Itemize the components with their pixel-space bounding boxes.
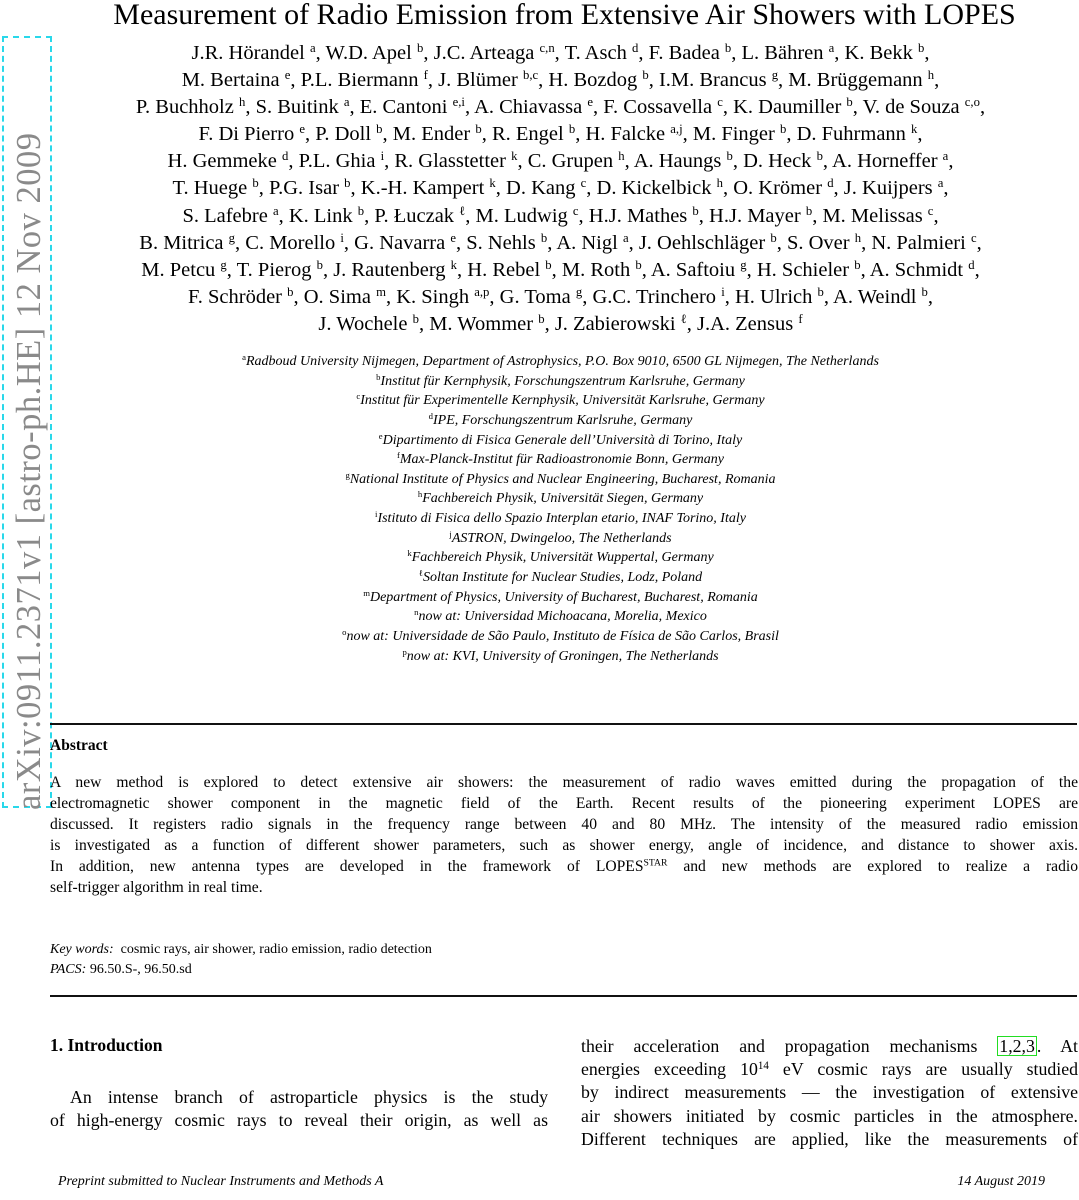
affiliation-marker: a [828,41,835,56]
affiliation-marker: b,c [522,68,539,83]
affiliation-marker: a,p [474,284,490,299]
affiliation-marker: h [854,230,862,245]
affiliation-marker: c,n [539,41,555,56]
affiliation [48,470,1073,490]
affiliation-text: Department of Physics, University of Bucharest, Bucharest, Romania [369,589,758,605]
author: K. Bekk $^b$ [844,41,925,64]
arxiv-stamp [2,36,52,808]
affiliation [48,529,1073,549]
author-line: F. Schröder $^b$, O. Sima $^m$, K. Singh $^{a,p}$, G. Toma $^g$, G.C. Trinchero $^i$, H. Ulrich $^b$, A. Weindl $^b$, [187,284,934,308]
keywords-label: Key words: [50,942,114,957]
abstract-body [50,772,1078,898]
affiliation-key: p [402,646,407,657]
affiliation-marker: ℓ [459,203,466,218]
affiliation-marker: i [340,230,344,245]
affiliation-text: Radboud University Nijmegen, Department of Astrophysics, P.O. Box 9010, 6500 GL Nijmegen, The Netherlands [245,354,879,369]
affiliation-marker: b [412,311,419,326]
affiliation-marker: b [635,257,642,272]
exponent: 14 [757,1060,769,1073]
affiliation-marker: a,j [670,122,683,137]
author: T. Pierog $^b$ [236,257,323,281]
affiliation-text: now at: Universidade de São Paulo, Instituto de Física de São Carlos, Brasil [346,628,779,644]
affiliation-marker: g [228,230,236,245]
affiliation [48,411,1073,431]
affiliation-text: Istituto di Fisica dello Spazio Interplan etario, INAF Torino, Italy [377,511,746,527]
author: P. Łuczak $^\ell$ [374,203,466,227]
author: G. Toma $^g$ [499,284,583,308]
affiliation-key: i [375,509,378,520]
author: F. Cossavella $^c$ [603,95,723,119]
author: W.D. Apel $^b$ [325,41,424,64]
author: G.C. Trinchero $^i$ [592,284,725,308]
author: G. Navarra $^e$ [354,230,456,254]
affiliation-marker: e,i [452,95,465,110]
author: N. Palmieri $^c$ [871,230,977,254]
affiliation [48,509,1073,529]
affiliation-key: h [417,489,423,500]
affiliation-marker: b [921,284,928,299]
author: D. Kickelbick $^h$ [596,176,723,200]
author: H.J. Mathes $^b$ [588,203,699,227]
author: F. Schröder $^b$ [187,284,294,308]
author: M. Ludwig $^c$ [475,203,579,227]
affiliation-marker: b [376,122,383,137]
affiliation-key: c [356,391,361,402]
affiliation-marker: g [220,257,227,272]
author: H. Gemmeke $^d$ [167,149,289,173]
body-line: An intense branch of astroparticle physics is the study [70,1087,548,1107]
affiliation-marker: b [344,176,351,191]
affiliation-marker: g [575,284,583,299]
affiliation-marker: b [692,203,699,218]
author: J. Kuijpers $^a$ [843,176,944,200]
body-line: air showers initiated by cosmic particles in the atmosphere. [581,1105,1078,1126]
author: B. Mitrica $^g$ [139,230,236,254]
affiliation-text: Max-Planck-Institut für Radioastronomie Bonn, Germany [399,452,725,468]
author: D. Fuhrmann $^k$ [796,122,918,146]
affiliation-marker: c [717,95,723,110]
author-line: S. Lafebre $^a$, K. Link $^b$, P. Łuczak $^\ell$, M. Ludwig $^c$, H.J. Mathes $^b$, H.J. Mayer $^b$, M. Melissas $^c$, [182,203,939,227]
abstract-line: self-trigger algorithm in real time. [50,879,263,896]
affiliation-marker: b [568,122,576,137]
affiliation-text: Dipartimento di Fisica Generale dell’Università di Torino, Italy [382,432,743,448]
author: H. Bozdog $^b$ [548,68,649,92]
author: R. Engel $^b$ [491,122,576,146]
author: S. Nehls $^b$ [466,230,548,254]
affiliation-marker: b [917,41,925,56]
affiliation-marker: b [642,68,649,83]
affiliation-key: f [396,450,400,461]
abstract-heading: Abstract [50,737,108,754]
affiliation [48,588,1073,608]
affiliation-marker: c [572,203,579,218]
abstract-line: discussed. It registers radio signals in the frequency range between 40 and 80 MHz. The intensity of the measured radio emission [50,816,1078,833]
affiliation [48,489,1073,509]
author: E. Cantoni $^{e,i}$ [359,95,465,119]
author: K. Singh $^{a,p}$ [396,284,490,308]
abstract-bottom-rule [50,995,1077,997]
affiliation-marker: k [911,122,918,137]
affiliation-marker: e [587,95,594,110]
author: A. Haungs $^b$ [633,149,733,173]
affiliation-marker: ℓ [680,311,687,326]
author: P.L. Ghia $^i$ [298,149,385,173]
affiliation-key: b [376,371,381,382]
affiliation-marker: e [299,122,305,137]
affiliation-marker: b [817,284,824,299]
author: P.L. Biermann $^f$ [300,68,428,92]
affiliation-marker: b [316,257,323,272]
keywords-block [50,940,432,980]
author-list [48,40,1073,338]
paper-title: Measurement of Radio Emission from Extensive Air Showers with LOPES [113,0,1016,31]
affiliation-marker: i [721,284,725,299]
footer-date: 14 August 2019 [957,1174,1045,1189]
affiliation-marker: a [343,95,350,110]
affiliation-key: m [363,587,370,598]
affiliation [48,627,1073,647]
affiliation-list [48,352,1073,666]
affiliation-marker: m [376,284,386,299]
author-line: H. Gemmeke $^d$, P.L. Ghia $^i$, R. Glasstetter $^k$, C. Grupen $^h$, A. Haungs $^b$, D. Heck $^b$, A. Horneffer $^a$, [167,149,954,173]
author: H. Rebel $^b$ [467,257,552,281]
affiliation [48,450,1073,470]
body-line: their acceleration and propagation mechanisms 1,2,3 . At [581,1036,1078,1056]
affiliation-marker: g [771,68,779,83]
abstract-line: electromagnetic shower component in the magnetic field of the Earth. Recent results of the pioneering experiment LOPES are [50,795,1078,812]
pacs-text: 96.50.S-, 96.50.sd [89,962,192,977]
body-line: by indirect measurements — the investigation of extensive [581,1082,1078,1103]
affiliation-text: now at: Universidad Michoacana, Morelia, Mexico [418,609,707,625]
affiliation-marker: c [580,176,587,191]
affiliation-marker: b [252,176,259,191]
author: D. Heck $^b$ [743,149,823,173]
affiliation-text: Institut für Kernphysik, Forschungszentrum Karlsruhe, Germany [380,373,745,389]
abstract-line: is investigated as a function of different shower parameters, such as shower energy, angle of incidence, and distance to shower axis. [50,837,1078,854]
affiliation-text: ASTRON, Dwingeloo, The Netherlands [451,530,672,546]
author: J. Wochele $^b$ [318,311,419,335]
affiliation-marker: f [798,311,803,326]
affiliation-marker: b [854,257,861,272]
author: J. Oehlschläger $^b$ [638,230,777,254]
author: M. Ender $^b$ [392,122,482,146]
author: M. Bertaina $^e$ [181,68,291,92]
affiliation-marker: c [927,203,934,218]
author-line: P. Buchholz $^h$, S. Buitink $^a$, E. Cantoni $^{e,i}$, A. Chiavassa $^e$, F. Cossavella $^c$, K. Daumiller $^b$, V. de Souza $^{c,o}$, [135,95,986,119]
author: H. Falcke $^{a,j}$ [585,122,683,146]
author: L. Bähren $^a$ [741,41,835,64]
affiliation-key: j [449,529,452,539]
author: O. Sima $^m$ [303,284,386,308]
author: A. Chiavassa $^e$ [474,95,594,119]
affiliation-key: d [428,411,433,422]
author: J. Zabierowski $^\ell$ [554,311,687,335]
author: J. Rautenberg $^k$ [333,257,458,281]
author: J. Blümer $^{b,c}$ [438,68,539,92]
author: A. Nigl $^a$ [556,230,629,254]
affiliation [48,647,1073,667]
affiliation-marker: b [475,122,482,137]
author-line: B. Mitrica $^g$, C. Morello $^i$, G. Navarra $^e$, S. Nehls $^b$, A. Nigl $^a$, J. Oehlschläger $^b$, S. Over $^h$, N. Palmieri $^c$, [139,230,982,254]
affiliation-marker: k [450,257,458,272]
author: A. Schmidt $^d$ [869,257,975,281]
body-line: Different techniques are applied, like the measurements of [581,1128,1078,1149]
author: J.C. Arteaga $^{c,n}$ [433,41,555,64]
author: A. Weindl $^b$ [833,284,928,308]
affiliation [48,372,1073,392]
author: C. Grupen $^h$ [527,149,625,173]
affiliation-text: Fachbereich Physik, Universität Wuppertal, Germany [411,550,714,566]
affiliation-marker: h [927,68,935,83]
affiliation-marker: b [416,41,424,56]
affiliation-marker: d [968,257,975,272]
affiliation-marker: d [281,149,289,164]
affiliation-marker: c,o [964,95,980,110]
affiliation-text: now at: KVI, University of Groningen, The Netherlands [406,648,719,664]
affiliation [48,548,1073,568]
affiliation-marker: a [937,176,944,191]
author-line: M. Bertaina $^e$, P.L. Biermann $^f$, J. Blümer $^{b,c}$, H. Bozdog $^b$, I.M. Brancus $^g$, M. Brüggemann $^h$, [181,68,940,92]
affiliation-key: o [342,627,347,638]
lopes-star-superscript: STAR [643,857,668,869]
affiliation-key: k [407,548,412,559]
affiliation-marker: a [309,41,316,56]
affiliation [48,431,1073,451]
affiliation-marker: h [618,149,625,164]
author: C. Morello $^i$ [245,230,344,254]
pacs-label: PACS: [50,962,87,977]
affiliation-marker: b [726,149,733,164]
affiliation-marker: d [827,176,834,191]
author: H.J. Mayer $^b$ [709,203,813,227]
author-line: J.R. Hörandel $^a$, W.D. Apel $^b$, J.C. Arteaga $^{c,n}$, T. Asch $^d$, F. Badea $^b$, L. Bähren $^a$, K. Bekk $^b$, [191,41,930,64]
affiliation-marker: a [272,203,279,218]
intro-left-column [50,1086,548,1132]
affiliation-marker: f [423,68,428,83]
author: S. Over $^h$ [786,230,862,254]
affiliation-marker: b [287,284,294,299]
affiliation-text: Institut für Experimentelle Kernphysik, Universität Karlsruhe, Germany [360,393,765,409]
affiliation-text: Soltan Institute for Nuclear Studies, Lodz, Poland [422,570,703,586]
keywords-text: cosmic rays, air shower, radio emission, radio detection [120,942,432,957]
affiliation-text: National Institute of Physics and Nuclear Engineering, Bucharest, Romania [349,471,776,487]
affiliation-marker: b [357,203,365,218]
affiliation-marker: a [622,230,629,245]
author: H. Schieler $^b$ [756,257,861,281]
affiliation-marker: b [816,149,823,164]
author: A. Horneffer $^a$ [832,149,949,173]
affiliation [48,352,1073,372]
author: M. Finger $^b$ [692,122,787,146]
affiliation-key: e [378,430,383,441]
abstract-top-rule [50,723,1077,725]
affiliation-marker: d [631,41,639,56]
affiliation-key: g [345,470,350,481]
affiliation [48,391,1073,411]
author: P. Doll $^b$ [315,122,383,146]
arxiv-id[interactable]: arXiv:0911.2371v1 [astro-ph.HE] 12 Nov 2009 [9,132,48,810]
affiliation-marker: b [545,257,552,272]
author: T. Asch $^d$ [564,41,639,64]
affiliation-marker: c [970,230,977,245]
affiliation-marker: i [380,149,385,164]
author: J.R. Hörandel $^a$ [191,41,316,64]
footer-preprint-note: Preprint submitted to Nuclear Instruments and Methods A [58,1174,384,1189]
affiliation-marker: e [284,68,291,83]
author: K. Daumiller $^b$ [733,95,853,119]
affiliation-marker: b [724,41,732,56]
author-line: J. Wochele $^b$, M. Wommer $^b$, J. Zabierowski $^\ell$, J.A. Zensus $^f$ [318,311,803,335]
affiliation-marker: g [740,257,747,272]
author: S. Lafebre $^a$ [182,203,279,227]
author: M. Petcu $^g$ [141,257,227,281]
affiliation-marker: b [540,230,548,245]
author: P.G. Isar $^b$ [268,176,351,200]
body-line: energies exceeding $10^{14}$ eV cosmic rays are usually studied [581,1059,1078,1080]
author: F. Badea $^b$ [648,41,732,64]
affiliation-marker: k [489,176,496,191]
author: V. de Souza $^{c,o}$ [862,95,980,119]
author: K. Link $^b$ [288,203,365,227]
author-line: M. Petcu $^g$, T. Pierog $^b$, J. Rautenberg $^k$, H. Rebel $^b$, M. Roth $^b$, A. Saftoiu $^g$, H. Schieler $^b$, A. Schmidt $^d$, [141,257,980,281]
author: O. Krömer $^d$ [733,176,834,200]
affiliation-marker: b [846,95,853,110]
affiliation-key: a [242,352,246,363]
affiliation-key: n [414,607,419,618]
affiliation-marker: b [779,122,787,137]
author-line: T. Huege $^b$, P.G. Isar $^b$, K.-H. Kampert $^k$, D. Kang $^c$, D. Kickelbick $^h$, O. Krömer $^d$, J. Kuijpers $^a$, [172,176,949,200]
abstract-line: In addition, new antenna types are developed in the framework of $LOPES^{STAR}$ and new methods are explored to realize a radio [50,857,1078,875]
author: M. Roth $^b$ [561,257,642,281]
author: H. Ulrich $^b$ [734,284,824,308]
citation-link[interactable]: 1,2,3 [999,1036,1035,1056]
affiliation [48,607,1073,627]
author: R. Glasstetter $^k$ [394,149,518,173]
body-line: of high-energy cosmic rays to reveal their origin, as well as [50,1110,548,1131]
affiliation-text: IPE, Forschungszentrum Karlsruhe, Germany [432,412,693,428]
author: I.M. Brancus $^g$ [658,68,779,92]
affiliation-marker: e [450,230,456,245]
section-title: 1. Introduction [50,1035,163,1055]
affiliation-key: ℓ [418,568,423,579]
author: M. Brüggemann $^h$ [788,68,935,92]
affiliation-marker: b [770,230,777,245]
intro-right-column [581,1035,1078,1151]
affiliation-text: Fachbereich Physik, Universität Siegen, Germany [422,491,704,507]
author: S. Buitink $^a$ [255,95,350,119]
abstract-line: A new method is explored to detect extensive air showers: the measurement of radio waves emitted during the propagation of the [50,774,1078,791]
author: M. Melissas $^c$ [822,203,934,227]
affiliation-marker: b [538,311,545,326]
author: A. Saftoiu $^g$ [650,257,747,281]
affiliation-marker: h [716,176,723,191]
affiliation-marker: b [805,203,813,218]
author: P. Buchholz $^h$ [135,95,246,119]
author: F. Di Pierro $^e$ [198,122,305,146]
author: D. Kang $^c$ [506,176,587,200]
author: M. Wommer $^b$ [429,311,545,335]
affiliation-marker: h [238,95,246,110]
affiliation [48,568,1073,588]
author: K.-H. Kampert $^k$ [360,176,496,200]
affiliation-marker: k [511,149,518,164]
author-line: F. Di Pierro $^e$, P. Doll $^b$, M. Ender $^b$, R. Engel $^b$, H. Falcke $^{a,j}$, M. Finger $^b$, D. Fuhrmann $^k$, [198,122,923,146]
affiliation-marker: a [942,149,949,164]
author: J.A. Zensus $^f$ [697,311,803,335]
author: T. Huege $^b$ [172,176,259,200]
